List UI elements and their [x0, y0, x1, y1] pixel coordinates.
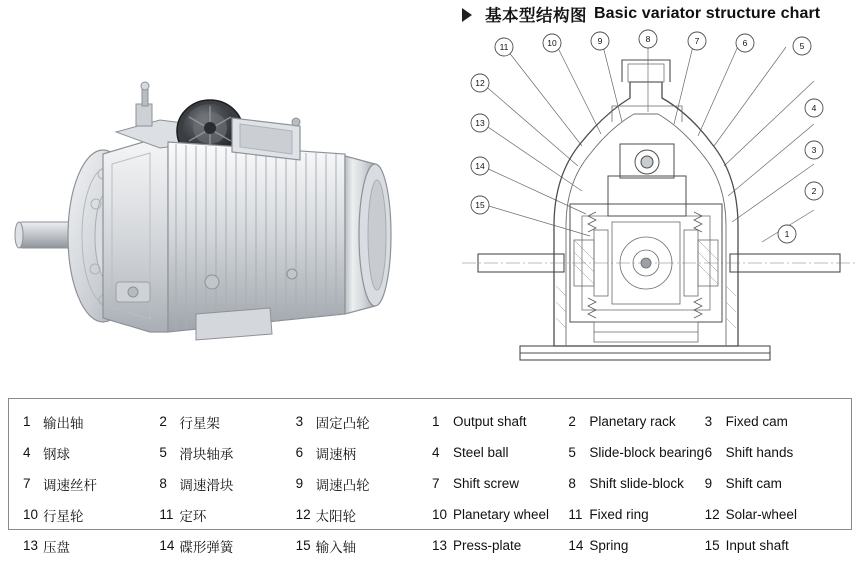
legend-num: 7	[23, 476, 31, 491]
legend-item-cn-9	[296, 468, 432, 499]
legend-item-en-1	[432, 406, 568, 437]
legend-item-cn-13	[23, 530, 159, 561]
legend-item-en-10	[432, 499, 568, 530]
legend-item-en-7	[432, 468, 568, 499]
legend-item-en-11	[568, 499, 704, 530]
legend-num: 13	[431, 538, 448, 553]
legend-item-cn-3	[296, 406, 432, 437]
svg-text:12: 12	[475, 78, 485, 88]
legend-item-cn-6	[296, 437, 432, 468]
legend-item-en-12	[705, 499, 841, 530]
legend-item-en-8	[568, 468, 704, 499]
legend-num: 14	[159, 538, 175, 553]
legend-item-cn-5	[159, 437, 295, 468]
chart-header	[462, 2, 820, 26]
legend-label: Spring	[589, 538, 629, 553]
svg-text:14: 14	[475, 161, 485, 171]
legend-num: 4	[431, 445, 440, 460]
legend-num: 5	[159, 445, 167, 460]
legend-num: 12	[295, 507, 311, 522]
svg-text:6: 6	[742, 38, 748, 48]
legend-num: 5	[568, 445, 576, 460]
legend-label: 滑块轴承	[179, 446, 234, 462]
legend-label: 输入轴	[315, 539, 357, 555]
legend-label: 太阳轮	[315, 508, 357, 524]
legend-label: Output shaft	[452, 414, 527, 429]
legend-num: 11	[568, 507, 583, 522]
legend-num: 9	[295, 476, 304, 491]
legend-label: Shift screw	[452, 476, 520, 491]
legend-item-en-13	[432, 530, 568, 561]
legend-item-en-5	[568, 437, 704, 468]
svg-text:8: 8	[645, 34, 651, 44]
parts-legend	[8, 398, 852, 555]
legend-label: Planetary wheel	[452, 507, 550, 522]
legend-label: 碟形弹簧	[179, 539, 234, 555]
legend-num: 8	[568, 476, 576, 491]
legend-item-cn-1	[23, 406, 159, 437]
legend-num: 1	[23, 414, 31, 429]
legend-label: Fixed ring	[589, 507, 649, 522]
svg-text:3: 3	[811, 145, 817, 155]
chart-title-en: Basic variator structure chart	[594, 5, 821, 22]
legend-label: Input shaft	[725, 538, 789, 553]
legend-label: 钢球	[43, 446, 70, 462]
legend-num: 10	[431, 507, 448, 522]
legend-label: 压盘	[43, 539, 70, 555]
legend-label: 行星轮	[43, 508, 84, 524]
legend-num: 2	[159, 414, 167, 429]
variator-structure-diagram	[462, 26, 856, 391]
svg-text:7: 7	[694, 36, 700, 46]
legend-item-en-15	[705, 530, 841, 561]
legend-item-cn-12	[296, 499, 432, 530]
svg-text:4: 4	[811, 103, 817, 113]
legend-num: 6	[295, 445, 304, 460]
legend-label: Steel ball	[452, 445, 509, 460]
legend-label: Slide-block bearing	[589, 445, 705, 460]
legend-num: 2	[568, 414, 576, 429]
svg-text:10: 10	[547, 38, 557, 48]
legend-item-cn-14	[159, 530, 295, 561]
legend-num: 9	[704, 476, 713, 491]
legend-num: 7	[431, 476, 440, 491]
svg-text:1: 1	[784, 229, 790, 239]
legend-num: 6	[704, 445, 713, 460]
legend-num: 8	[159, 476, 167, 491]
legend-item-cn-10	[23, 499, 159, 530]
legend-label: 固定凸轮	[315, 415, 370, 431]
legend-label: 定环	[179, 508, 207, 524]
diagram-callouts	[471, 30, 823, 243]
photo-fan-cover	[345, 156, 391, 314]
legend-item-en-4	[432, 437, 568, 468]
legend-label: 输出轴	[43, 415, 84, 431]
legend-num: 4	[23, 445, 31, 460]
legend-label: Shift cam	[725, 476, 782, 491]
legend-num: 12	[704, 507, 720, 522]
svg-text:13: 13	[475, 118, 485, 128]
parts-legend-grid	[9, 399, 851, 555]
triangle-right-icon	[462, 7, 478, 22]
legend-label: Fixed cam	[725, 414, 788, 429]
svg-text:9: 9	[597, 36, 603, 46]
svg-text:15: 15	[475, 200, 485, 210]
legend-label: 调速丝杆	[43, 477, 97, 493]
legend-num: 1	[431, 414, 440, 429]
legend-item-en-2	[568, 406, 704, 437]
legend-item-cn-11	[159, 499, 295, 530]
svg-text:2: 2	[811, 186, 817, 196]
legend-num: 13	[23, 538, 39, 553]
legend-item-cn-8	[159, 468, 295, 499]
legend-num: 10	[23, 507, 39, 522]
legend-label: 行星架	[179, 415, 220, 431]
legend-label: 调速滑块	[179, 477, 234, 493]
legend-item-cn-15	[296, 530, 432, 561]
chart-title-cn: 基本型结构图	[485, 7, 587, 25]
legend-item-cn-7	[23, 468, 159, 499]
variator-motor-photo	[0, 14, 452, 384]
legend-num: 14	[568, 538, 584, 553]
legend-item-cn-2	[159, 406, 295, 437]
legend-item-en-3	[705, 406, 841, 437]
legend-num: 15	[704, 538, 720, 553]
legend-item-cn-4	[23, 437, 159, 468]
legend-label: Shift hands	[725, 445, 794, 460]
legend-num: 15	[295, 538, 311, 553]
legend-label: Planetary rack	[589, 414, 676, 429]
legend-label: Solar-wheel	[725, 507, 797, 522]
legend-num: 3	[704, 414, 713, 429]
legend-num: 3	[295, 414, 304, 429]
svg-text:5: 5	[799, 41, 805, 51]
svg-text:11: 11	[499, 42, 509, 52]
legend-num: 11	[159, 507, 174, 522]
photo-motor-body	[168, 118, 345, 340]
legend-label: Press-plate	[452, 538, 522, 553]
legend-label: 调速柄	[315, 446, 357, 462]
legend-item-en-6	[705, 437, 841, 468]
legend-item-en-9	[705, 468, 841, 499]
legend-label: 调速凸轮	[315, 477, 370, 493]
legend-item-en-14	[568, 530, 704, 561]
legend-label: Shift slide-block	[589, 476, 684, 491]
